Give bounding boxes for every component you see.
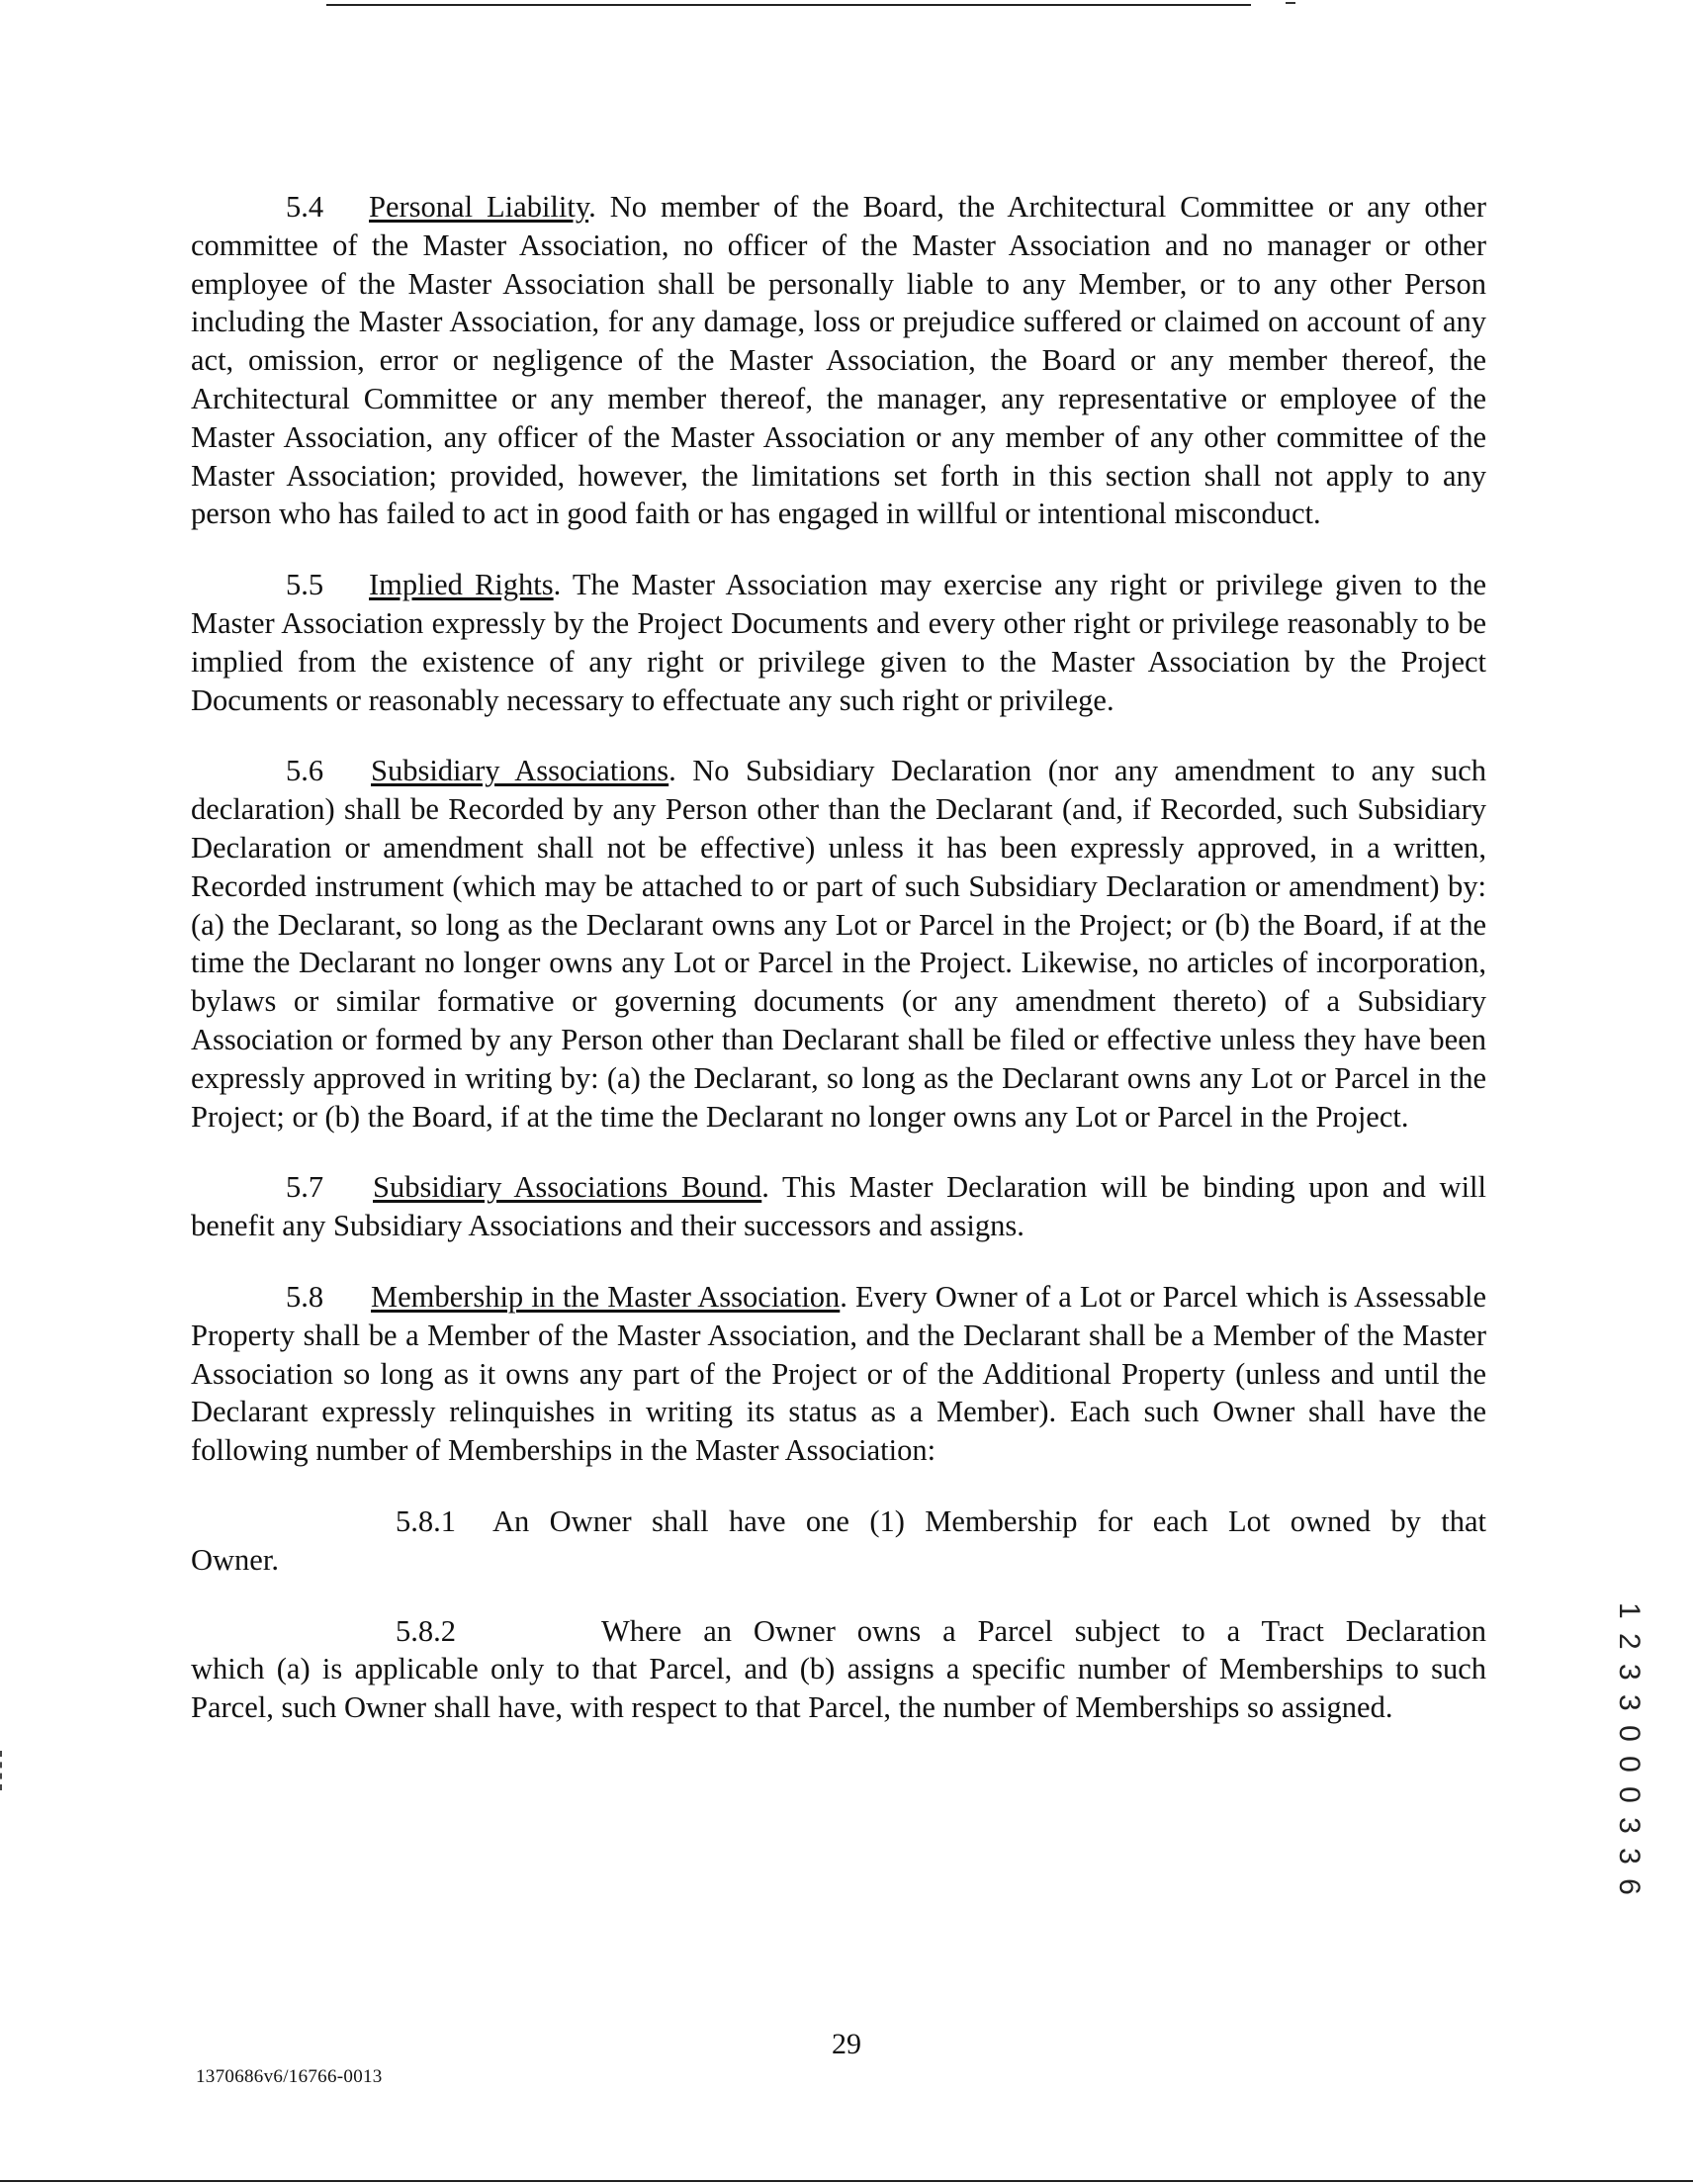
subsection-first-line: An Owner shall have one (1) Membership for each Lot owned by that (492, 1503, 1486, 1538)
section-number: 5.7 (286, 1170, 324, 1205)
section-5-7 (191, 1168, 1486, 1245)
section-number: 5.6 (286, 754, 324, 788)
section-body: . No member of the Board, the Architectural Committee or any other committee of the Master Association, no officer of the Master Association and no manager or other employee of the Master Association shall be personally liable to any Member, or to any other Person including the Master Association, for any damage, loss or prejudice suffered or claimed on account of any act, omission, error or negligence of the Master Association, the Board or any member thereof, the Architectural Committee or any member thereof, the manager, any representative or employee of the Master Association, any officer of the Master Association or any member of any other committee of the Master Association; provided, however, the limitations set forth in this section shall not apply to any person who has failed to act in good faith or has engaged in willful or intentional misconduct. (191, 190, 1486, 531)
section-number: 5.8 (286, 1279, 324, 1314)
subsection-number: 5.8.1 (396, 1503, 456, 1538)
section-heading: Membership in the Master Association (371, 1279, 841, 1314)
recording-stamp-number: 1 2 3 3 0 0 0 3 3 6 (1613, 1602, 1646, 1898)
subsection-continuation: which (a) is applicable only to that Parcel, and (b) assigns a specific number of Memberships to such Parcel, such Owner shall have, with respect to that Parcel, the number of Memberships so assigned. (191, 1652, 1486, 1725)
left-edge-mark (0, 1751, 5, 1790)
section-5-8 (191, 1278, 1486, 1470)
subsection-5-8-1 (191, 1502, 1486, 1580)
document-body (191, 188, 1486, 1727)
section-5-6 (191, 752, 1486, 1136)
bottom-border-rule (0, 2180, 1693, 2182)
section-5-4 (191, 188, 1486, 533)
subsection-first-line: Where an Owner owns a Parcel subject to a Tract Declaration (601, 1613, 1486, 1648)
section-number: 5.4 (286, 190, 324, 224)
subsection-number: 5.8.2 (396, 1613, 456, 1648)
section-heading: Subsidiary Associations Bound (373, 1170, 762, 1205)
section-number: 5.5 (286, 568, 324, 602)
section-body: . Every Owner of a Lot or Parcel which is Assessable Property shall be a Member of the Master Association, and the Declarant shall be a Member of the Master Association so long as it owns any part of the Project or of the Additional Property (unless and until the Declarant expressly relinquishes in writing its status as a Member). Each such Owner shall have the following number of Memberships in the Master Association: (191, 1279, 1486, 1468)
section-body: . No Subsidiary Declaration (nor any amendment to any such declaration) shall be Recorded by any Person other than the Declarant (and, if Recorded, such Subsidiary Declaration or amendment shall not be effective) unless it has been expressly approved, in a written, Recorded instrument (which may be attached to or part of such Subsidiary Declaration or amendment) by: (a) the Declarant, so long as the Declarant owns any Lot or Parcel in the Project; or (b) the Board, if at the time the Declarant no longer owns any Lot or Parcel in the Project. Likewise, no articles of incorporation, bylaws or similar formative or governing documents (or any amendment thereto) of a Subsidiary Association or formed by any Person other than Declarant shall be filed or effective unless they have been expressly approved in writing by: (a) the Declarant, so long as the Declarant owns any Lot or Parcel in the Project; or (b) the Board, if at the time the Declarant no longer owns any Lot or Parcel in the Project. (191, 754, 1487, 1134)
section-5-5 (191, 566, 1486, 719)
page-number: 29 (832, 2028, 861, 2060)
section-body: . The Master Association may exercise any right or privilege given to the Master Association expressly by the Project Documents and every other right or privilege reasonably to be implied from the existence of any right or privilege given to the Master Association by the Project Documents or reasonably necessary to effectuate any such right or privilege. (191, 568, 1487, 717)
subsection-5-8-2 (191, 1612, 1486, 1727)
section-heading: Implied Rights (369, 568, 554, 602)
top-border-rule (326, 4, 1251, 6)
top-border-rule-tail (1286, 2, 1295, 4)
subsection-continuation: Owner. (191, 1542, 279, 1577)
document-id: 1370686v6/16766-0013 (196, 2066, 383, 2087)
section-body: . This Master Declaration will be binding upon and will benefit any Subsidiary Associations and their successors and assigns. (191, 1170, 1487, 1243)
section-heading: Personal Liability (369, 190, 589, 224)
section-heading: Subsidiary Associations (371, 754, 669, 788)
